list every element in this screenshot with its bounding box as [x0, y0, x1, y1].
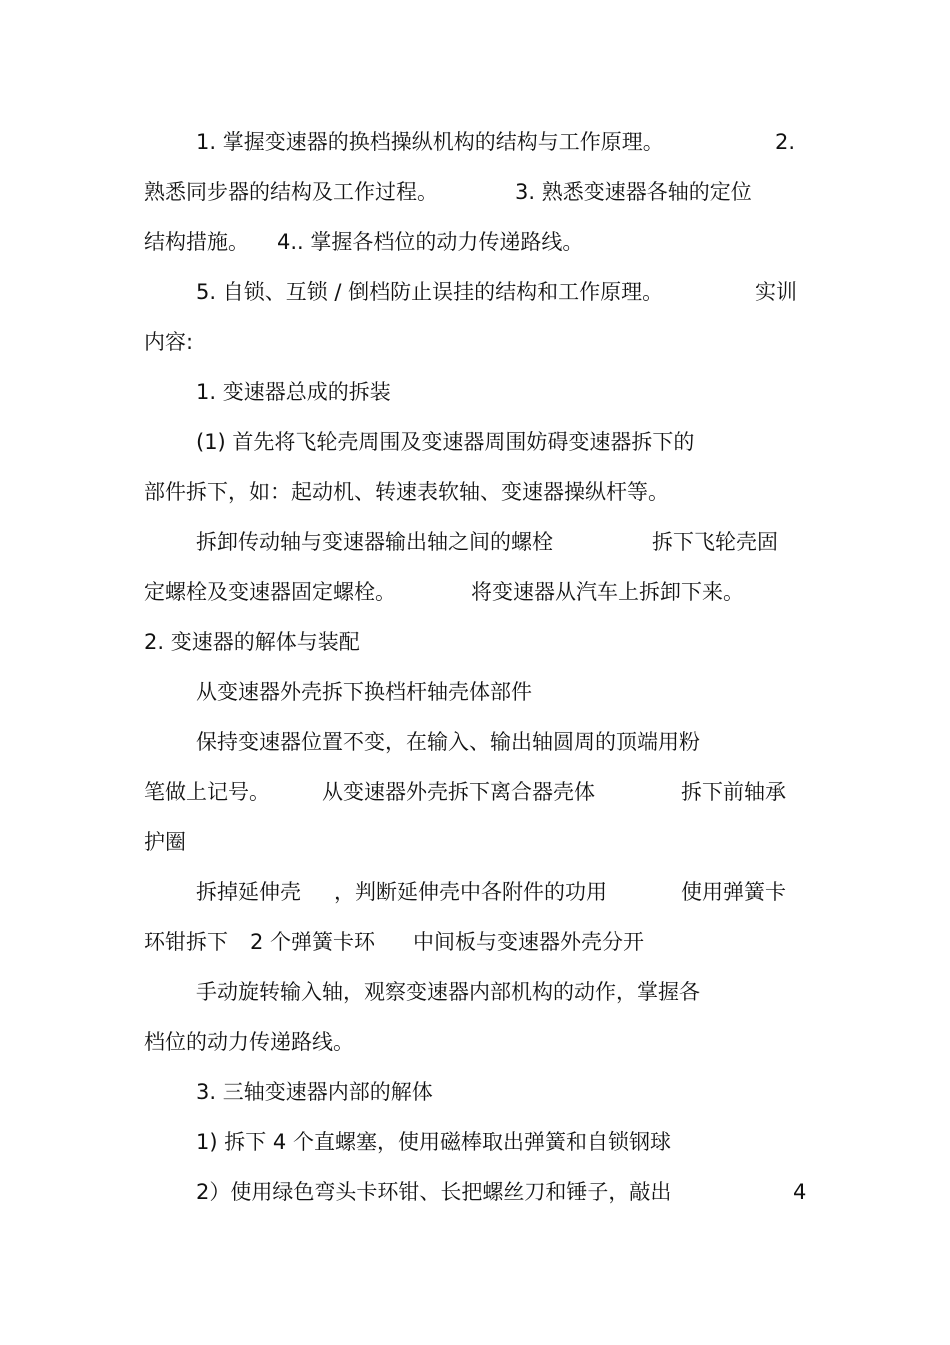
text-segment: 档位的动力传递路线。: [144, 1030, 354, 1054]
text-line-2: [0, 176, 950, 208]
text-line-7: [0, 426, 950, 458]
text-line-8: [0, 476, 950, 508]
text-line-19: [0, 1026, 950, 1058]
text-line-4: [0, 276, 950, 308]
text-line-14: [0, 776, 950, 808]
text-segment: 拆下前轴承: [681, 780, 786, 804]
text-segment: 2 个弹簧卡环: [250, 930, 376, 954]
text-segment: 拆掉延伸壳: [196, 880, 301, 904]
text-line-20: [0, 1076, 950, 1108]
text-segment: 环钳拆下: [144, 930, 228, 954]
text-segment: ，判断延伸壳中各附件的功用: [334, 880, 607, 904]
text-segment: 2.: [775, 130, 796, 154]
text-line-16: [0, 876, 950, 908]
text-line-5: [0, 326, 950, 358]
text-segment: 部件拆下，如：起动机、转速表软轴、变速器操纵杆等。: [144, 480, 669, 504]
text-segment: 从变速器外壳拆下离合器壳体: [322, 780, 595, 804]
text-line-18: [0, 976, 950, 1008]
text-segment: 保持变速器位置不变，在输入、输出轴圆周的顶端用粉: [196, 730, 700, 754]
text-segment: 熟悉同步器的结构及工作过程。: [144, 180, 438, 204]
text-segment: 1. 掌握变速器的换档操纵机构的结构与工作原理。: [196, 130, 664, 154]
text-segment: (1) 首先将飞轮壳周围及变速器周围妨碍变速器拆下的: [196, 430, 695, 454]
text-segment: 手动旋转输入轴，观察变速器内部机构的动作，掌握各: [196, 980, 700, 1004]
text-segment: 使用弹簧卡: [681, 880, 786, 904]
text-line-6: [0, 376, 950, 408]
text-segment: 1. 变速器总成的拆装: [196, 380, 391, 404]
text-line-21: [0, 1126, 950, 1158]
text-segment: 3. 熟悉变速器各轴的定位: [515, 180, 752, 204]
text-segment: 1) 拆下 4 个直螺塞，使用磁棒取出弹簧和自锁钢球: [196, 1130, 671, 1154]
text-line-11: [0, 626, 950, 658]
text-segment: 3. 三轴变速器内部的解体: [196, 1080, 433, 1104]
text-segment: 4: [793, 1180, 807, 1204]
text-segment: 2. 变速器的解体与装配: [144, 630, 360, 654]
text-segment: 护圈: [144, 830, 186, 854]
text-segment: 笔做上记号。: [144, 780, 270, 804]
text-line-3: [0, 226, 950, 258]
text-segment: 5. 自锁、互锁 / 倒档防止误挂的结构和工作原理。: [196, 280, 664, 304]
text-line-22: [0, 1176, 950, 1208]
text-segment: 内容:: [144, 330, 194, 354]
text-segment: 拆卸传动轴与变速器输出轴之间的螺栓: [196, 530, 553, 554]
text-line-17: [0, 926, 950, 958]
text-segment: 4.. 掌握各档位的动力传递路线。: [277, 230, 584, 254]
text-segment: 结构措施。: [144, 230, 249, 254]
text-segment: 实训: [755, 280, 797, 304]
text-segment: 中间板与变速器外壳分开: [413, 930, 644, 954]
text-line-9: [0, 526, 950, 558]
text-segment: 2）使用绿色弯头卡环钳、长把螺丝刀和锤子，敲出: [196, 1180, 672, 1204]
text-line-1: [0, 126, 950, 158]
text-segment: 拆下飞轮壳固: [652, 530, 778, 554]
text-line-10: [0, 576, 950, 608]
text-segment: 将变速器从汽车上拆卸下来。: [471, 580, 744, 604]
text-line-12: [0, 676, 950, 708]
text-line-15: [0, 826, 950, 858]
text-segment: 定螺栓及变速器固定螺栓。: [144, 580, 396, 604]
text-line-13: [0, 726, 950, 758]
text-segment: 从变速器外壳拆下换档杆轴壳体部件: [196, 680, 532, 704]
